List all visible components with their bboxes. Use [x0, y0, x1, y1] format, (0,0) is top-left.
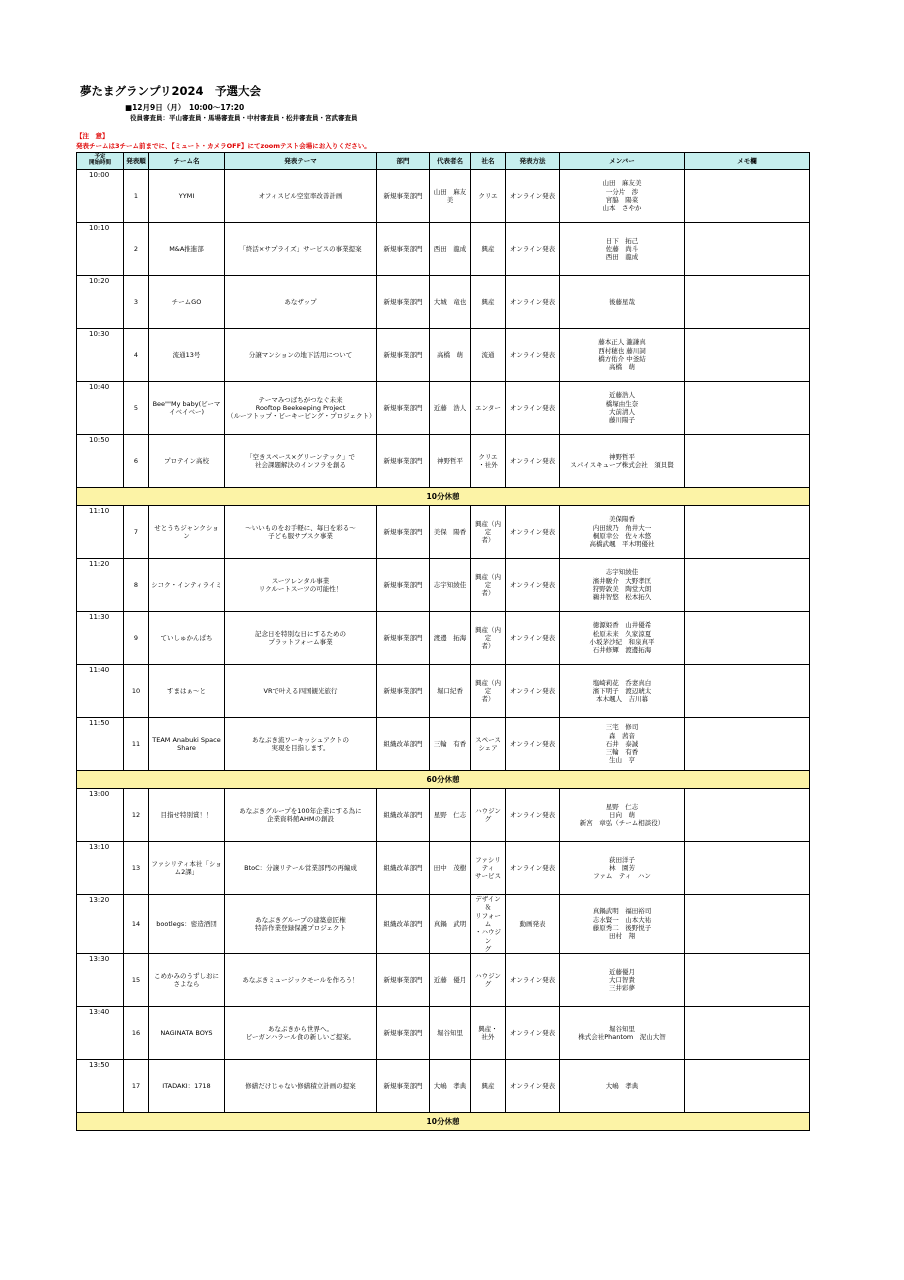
method-cell: オンライン発表	[506, 1007, 560, 1060]
company-cell: 興産（内定 者）	[471, 506, 506, 559]
order-cell: 9	[124, 612, 149, 665]
start-time-cell: 10:10	[77, 223, 124, 276]
order-cell: 5	[124, 382, 149, 435]
schedule-row	[77, 170, 810, 223]
representative-cell: 大城 竜也	[430, 276, 471, 329]
memo-cell	[685, 329, 810, 382]
method-cell: オンライン発表	[506, 276, 560, 329]
members-cell: 山田 麻友美 一分片 渉 宮脇 陽菜 山本 さやか	[560, 170, 685, 223]
company-cell: 興産	[471, 1060, 506, 1113]
memo-cell	[685, 382, 810, 435]
col-team: チーム名	[149, 153, 225, 170]
header-row	[77, 153, 810, 170]
theme-cell: あなぶきミュージックモールを作ろう！	[225, 954, 377, 1007]
company-cell: エンター	[471, 382, 506, 435]
theme-cell: 分譲マンションの地下活用について	[225, 329, 377, 382]
members-cell: 徳源姫香 山井優希 松原未来 久家涼夏 小坂茅沙紀 和泉真平 石井修輝 渡邊拓海	[560, 612, 685, 665]
break-row	[77, 771, 810, 789]
members-cell: 後藤星哉	[560, 276, 685, 329]
representative-cell: 神野哲平	[430, 435, 471, 488]
start-time-cell: 13:40	[77, 1007, 124, 1060]
company-cell: 興産（内定 者）	[471, 559, 506, 612]
company-cell: ファシリティ サービス	[471, 842, 506, 895]
schedule-row	[77, 1060, 810, 1113]
members-cell: 志宇知綾佳 濱井駿介 大野孝匡 狩野敦美 陶堂大朗 鵜井智悠 松本拓久	[560, 559, 685, 612]
memo-cell	[685, 1060, 810, 1113]
page-title: 夢たまグランプリ2024 予選大会	[80, 84, 262, 98]
order-cell: 8	[124, 559, 149, 612]
members-cell: 近藤浩人 橋塚由生奈 大前清人 藤川陽子	[560, 382, 685, 435]
team-name-cell: Bee""My baby(ビーマイベイベー)	[149, 382, 225, 435]
start-time-cell: 13:30	[77, 954, 124, 1007]
representative-cell: 堀谷知里	[430, 1007, 471, 1060]
start-time-cell: 11:10	[77, 506, 124, 559]
method-cell: オンライン発表	[506, 506, 560, 559]
schedule-row	[77, 1007, 810, 1060]
order-cell: 16	[124, 1007, 149, 1060]
method-cell: オンライン発表	[506, 665, 560, 718]
method-cell: オンライン発表	[506, 329, 560, 382]
department-cell: 新規事業部門	[377, 559, 430, 612]
theme-cell: あなぶきグループを100年企業にする為に 企業資料館AHMの創設	[225, 789, 377, 842]
order-cell: 14	[124, 895, 149, 954]
team-name-cell: こめかみのうずしおにさよなら	[149, 954, 225, 1007]
company-cell: 流通	[471, 329, 506, 382]
schedule-row	[77, 559, 810, 612]
theme-cell: スーツレンタル事業 リクルートスーツの可能性！	[225, 559, 377, 612]
team-name-cell: TEAM Anabuki Space Share	[149, 718, 225, 771]
col-company: 社名	[471, 153, 506, 170]
order-cell: 10	[124, 665, 149, 718]
schedule-row	[77, 506, 810, 559]
members-cell: 堀谷知里 株式会社Phantom 泥山大智	[560, 1007, 685, 1060]
representative-cell: 渡邊 拓海	[430, 612, 471, 665]
members-cell: 日下 拓己 佐藤 尚斗 西田 龍成	[560, 223, 685, 276]
event-date: ■12月9日（月） 10:00～17:20	[125, 103, 245, 112]
start-time-cell: 11:20	[77, 559, 124, 612]
members-cell: 藤本正人 瀧謙真 西村穂也 藤川詞 橋方佑介 中釜結 高橋 萌	[560, 329, 685, 382]
department-cell: 組織改革部門	[377, 895, 430, 954]
memo-cell	[685, 612, 810, 665]
team-name-cell: すまはぁ～と	[149, 665, 225, 718]
department-cell: 新規事業部門	[377, 506, 430, 559]
start-time-cell: 10:30	[77, 329, 124, 382]
team-name-cell: M&A推進部	[149, 223, 225, 276]
method-cell: オンライン発表	[506, 718, 560, 771]
start-time-cell: 10:50	[77, 435, 124, 488]
memo-cell	[685, 435, 810, 488]
representative-cell: 山田 麻友 美	[430, 170, 471, 223]
theme-cell: BtoC：分譲リテール営業部門の再編成	[225, 842, 377, 895]
memo-cell	[685, 276, 810, 329]
col-members: メンバー	[560, 153, 685, 170]
start-time-cell: 13:20	[77, 895, 124, 954]
order-cell: 11	[124, 718, 149, 771]
memo-cell	[685, 223, 810, 276]
schedule-row	[77, 223, 810, 276]
team-name-cell: プロテイン高校	[149, 435, 225, 488]
representative-cell: 三輪 有香	[430, 718, 471, 771]
theme-cell: ～いいものをお手軽に、毎日を彩る～ 子ども服サブスク事業	[225, 506, 377, 559]
order-cell: 3	[124, 276, 149, 329]
schedule-row	[77, 612, 810, 665]
memo-cell	[685, 895, 810, 954]
schedule-row	[77, 276, 810, 329]
schedule-row	[77, 954, 810, 1007]
company-cell: デザイン＆ リフォーム ・ハウジン グ	[471, 895, 506, 954]
representative-cell: 西田 龍成	[430, 223, 471, 276]
department-cell: 新規事業部門	[377, 276, 430, 329]
company-cell: 興産	[471, 223, 506, 276]
company-cell: クリエ ・社外	[471, 435, 506, 488]
method-cell: オンライン発表	[506, 789, 560, 842]
col-rep: 代表者名	[430, 153, 471, 170]
members-cell: 真鍋武明 福田裕司 志水賢一 山本大祐 藤原秀二 後野悦子 田村 翔	[560, 895, 685, 954]
notice-heading: 【注 意】	[76, 132, 109, 140]
company-cell: 興産（内定 者）	[471, 612, 506, 665]
theme-cell: オフィスビル空室率改善計画	[225, 170, 377, 223]
department-cell: 新規事業部門	[377, 1060, 430, 1113]
department-cell: 組織改革部門	[377, 718, 430, 771]
order-cell: 2	[124, 223, 149, 276]
memo-cell	[685, 506, 810, 559]
team-name-cell: YYMI	[149, 170, 225, 223]
department-cell: 新規事業部門	[377, 954, 430, 1007]
method-cell: 動画発表	[506, 895, 560, 954]
order-cell: 13	[124, 842, 149, 895]
start-time-cell: 11:30	[77, 612, 124, 665]
memo-cell	[685, 718, 810, 771]
representative-cell: 近藤 浩人	[430, 382, 471, 435]
representative-cell: 堀口紀香	[430, 665, 471, 718]
department-cell: 組織改革部門	[377, 789, 430, 842]
memo-cell	[685, 1007, 810, 1060]
order-cell: 17	[124, 1060, 149, 1113]
break-label: 10分休憩	[77, 488, 810, 506]
team-name-cell: bootlegs：密造酒団	[149, 895, 225, 954]
col-theme: 発表テーマ	[225, 153, 377, 170]
break-row	[77, 1113, 810, 1131]
start-time-cell: 13:50	[77, 1060, 124, 1113]
team-name-cell: ていしゅかんぱち	[149, 612, 225, 665]
department-cell: 新規事業部門	[377, 382, 430, 435]
schedule-row	[77, 382, 810, 435]
method-cell: オンライン発表	[506, 612, 560, 665]
start-time-cell: 13:00	[77, 789, 124, 842]
schedule-row	[77, 718, 810, 771]
theme-cell: VRで叶える四国観光旅行	[225, 665, 377, 718]
break-label: 60分休憩	[77, 771, 810, 789]
members-cell: 星野 仁志 日向 萌 新宮 章弘（チーム相談役）	[560, 789, 685, 842]
order-cell: 12	[124, 789, 149, 842]
team-name-cell: チームGO	[149, 276, 225, 329]
schedule-table	[76, 152, 810, 1131]
department-cell: 新規事業部門	[377, 665, 430, 718]
members-cell: 神野哲平 スパイスキューブ株式会社 須貝賢	[560, 435, 685, 488]
theme-cell: あなぶき流ワーキッシュアクトの 実現を目指します。	[225, 718, 377, 771]
method-cell: オンライン発表	[506, 223, 560, 276]
start-time-cell: 13:10	[77, 842, 124, 895]
company-cell: ハウジング	[471, 954, 506, 1007]
representative-cell: 志宇知綾佳	[430, 559, 471, 612]
theme-cell: 「空きスペース×グリーンテック」で 社会課題解決のインフラを創る	[225, 435, 377, 488]
order-cell: 6	[124, 435, 149, 488]
team-name-cell: 流通13号	[149, 329, 225, 382]
method-cell: オンライン発表	[506, 435, 560, 488]
col-memo: メモ欄	[685, 153, 810, 170]
representative-cell: 高橋 萌	[430, 329, 471, 382]
theme-cell: テーマみつばちがつなぐ未来 Rooftop Beekeeping Project （ルーフトップ・ビーキーピング・プロジェクト）	[225, 382, 377, 435]
team-name-cell: NAGINATA BOYS	[149, 1007, 225, 1060]
start-time-cell: 11:50	[77, 718, 124, 771]
schedule-row	[77, 842, 810, 895]
company-cell: ハウジング	[471, 789, 506, 842]
col-dept: 部門	[377, 153, 430, 170]
break-label: 10分休憩	[77, 1113, 810, 1131]
method-cell: オンライン発表	[506, 559, 560, 612]
representative-cell: 田中 茂樹	[430, 842, 471, 895]
members-cell: 美保陽香 内田綾乃 角井大一 桐原幸公 佐々木悠 高橋武颯 平木明優社	[560, 506, 685, 559]
members-cell: 大嶋 孝典	[560, 1060, 685, 1113]
memo-cell	[685, 559, 810, 612]
schedule-row	[77, 435, 810, 488]
memo-cell	[685, 665, 810, 718]
col-order: 発表順	[124, 153, 149, 170]
order-cell: 7	[124, 506, 149, 559]
judges-line: 役員審査員：平山審査員・馬場審査員・中村審査員・松井審査員・宮武審査員	[130, 114, 358, 122]
order-cell: 1	[124, 170, 149, 223]
order-cell: 4	[124, 329, 149, 382]
company-cell: クリエ	[471, 170, 506, 223]
company-cell: 興産・ 社外	[471, 1007, 506, 1060]
theme-cell: 修繕だけじゃない修繕積立計画の提案	[225, 1060, 377, 1113]
company-cell: 興産（内定 者）	[471, 665, 506, 718]
company-cell: 興産	[471, 276, 506, 329]
memo-cell	[685, 954, 810, 1007]
department-cell: 新規事業部門	[377, 1007, 430, 1060]
schedule-row	[77, 329, 810, 382]
method-cell: オンライン発表	[506, 842, 560, 895]
col-time: 予定 開始時間	[77, 153, 124, 170]
representative-cell: 星野 仁志	[430, 789, 471, 842]
memo-cell	[685, 789, 810, 842]
start-time-cell: 10:00	[77, 170, 124, 223]
schedule-row	[77, 895, 810, 954]
break-row	[77, 488, 810, 506]
method-cell: オンライン発表	[506, 382, 560, 435]
department-cell: 新規事業部門	[377, 170, 430, 223]
start-time-cell: 11:40	[77, 665, 124, 718]
department-cell: 新規事業部門	[377, 612, 430, 665]
method-cell: オンライン発表	[506, 170, 560, 223]
members-cell: 近藤優月 大口智貴 三井彩夢	[560, 954, 685, 1007]
method-cell: オンライン発表	[506, 1060, 560, 1113]
members-cell: 荻田洋子 林 園芳 ファム ティ ハン	[560, 842, 685, 895]
team-name-cell: ファシリティ本社「ショム2課」	[149, 842, 225, 895]
representative-cell: 美保 陽香	[430, 506, 471, 559]
notice-text: 発表チームは3チーム前までに、【ミュート・カメラOFF】にてzoomテスト会場にお入りください。	[76, 142, 371, 150]
representative-cell: 近藤 優月	[430, 954, 471, 1007]
representative-cell: 大嶋 孝典	[430, 1060, 471, 1113]
start-time-cell: 10:20	[77, 276, 124, 329]
members-cell: 塩崎莉花 呑妻真白 濱下明子 渡辺琥太 本木颯人 吉川幕	[560, 665, 685, 718]
team-name-cell: シコク・インティライミ	[149, 559, 225, 612]
team-name-cell: ITADAKI：1718	[149, 1060, 225, 1113]
members-cell: 三宅 修司 森 茜音 石井 泰誠 三輪 有香 生山 亨	[560, 718, 685, 771]
schedule-row	[77, 789, 810, 842]
order-cell: 15	[124, 954, 149, 1007]
method-cell: オンライン発表	[506, 954, 560, 1007]
department-cell: 新規事業部門	[377, 435, 430, 488]
memo-cell	[685, 170, 810, 223]
department-cell: 新規事業部門	[377, 329, 430, 382]
representative-cell: 真鍋 武明	[430, 895, 471, 954]
team-name-cell: せとうちジャンクション	[149, 506, 225, 559]
start-time-cell: 10:40	[77, 382, 124, 435]
theme-cell: あなぶきグループの建築意匠権 特許作業登録保護プロジェクト	[225, 895, 377, 954]
memo-cell	[685, 842, 810, 895]
theme-cell: あなザップ	[225, 276, 377, 329]
theme-cell: 記念日を特別な日にするための プラットフォーム事業	[225, 612, 377, 665]
theme-cell: 「終活×サプライズ」サービスの事業提案	[225, 223, 377, 276]
department-cell: 組織改革部門	[377, 842, 430, 895]
company-cell: スペース シェア	[471, 718, 506, 771]
team-name-cell: 目指せ特別賞！！	[149, 789, 225, 842]
department-cell: 新規事業部門	[377, 223, 430, 276]
schedule-row	[77, 665, 810, 718]
col-method: 発表方法	[506, 153, 560, 170]
theme-cell: あなぶきから世界へ。 ビーガンハラール食の新しいご提案。	[225, 1007, 377, 1060]
